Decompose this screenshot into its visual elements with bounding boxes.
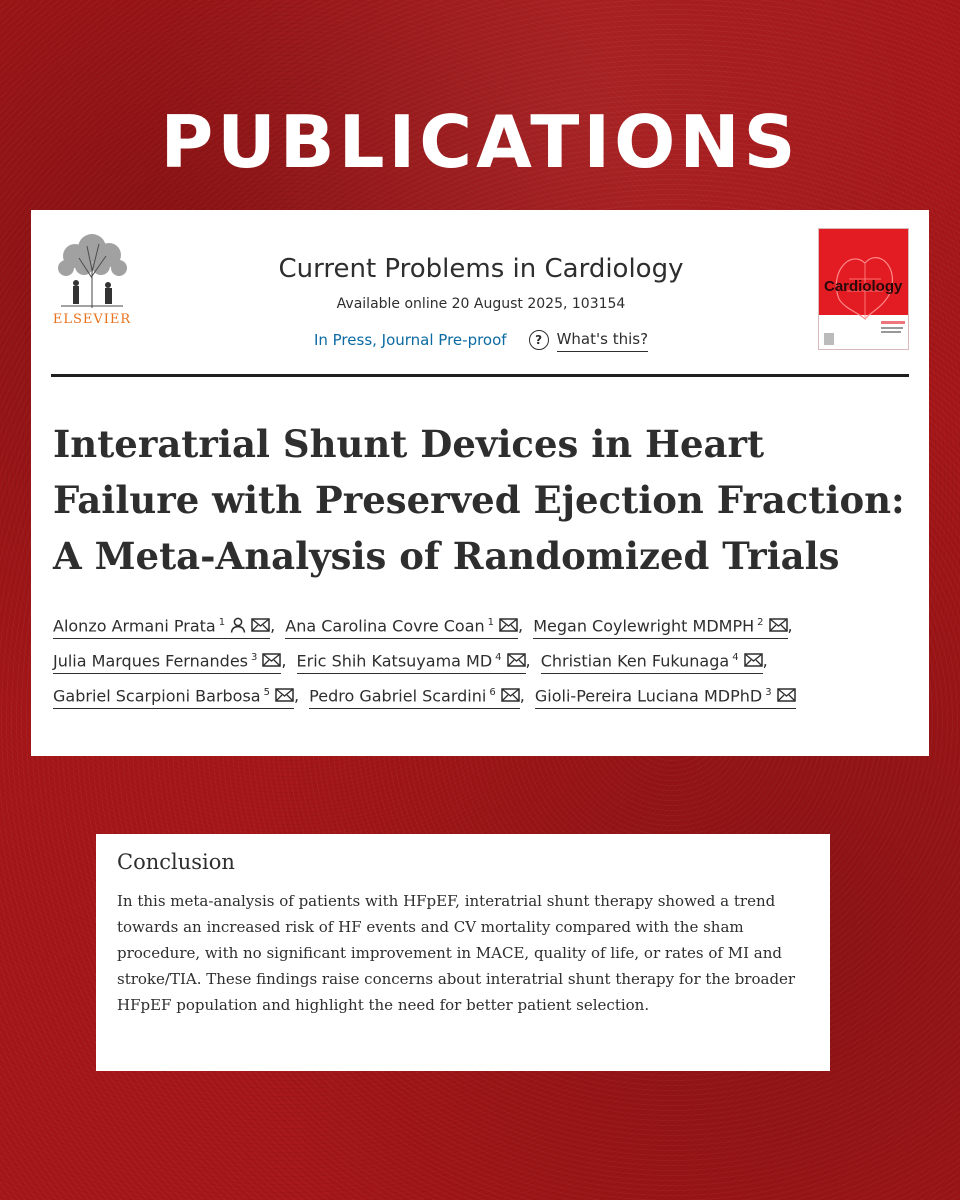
author-name: Gioli-Pereira Luciana MDPhD xyxy=(534,686,763,705)
conclusion-body: In this meta-analysis of patients with HFpEF, interatrial shunt therapy showed a trend towards an increased risk of HF events and CV mortality compared with the sham procedure, with no significant improvement in MACE, quality of life, or rates of MI and stroke/TIA. These findings raise concerns about interatrial shunt therapy for the broader HFpEF population and highlight the need for better patient selection. xyxy=(117,892,796,1014)
author-name: Pedro Gabriel Scardini xyxy=(309,686,487,705)
header-divider xyxy=(51,374,909,377)
author-link[interactable] xyxy=(533,612,787,639)
author-link[interactable] xyxy=(285,612,518,639)
author-name: Gabriel Scarpioni Barbosa xyxy=(53,686,261,705)
person-icon[interactable] xyxy=(230,617,246,633)
author-name: Eric Shih Katsuyama MD xyxy=(296,651,493,670)
mail-icon[interactable] xyxy=(251,617,270,633)
author-name: Christian Ken Fukunaga xyxy=(540,651,730,670)
whats-this-label: What's this? xyxy=(557,328,648,352)
cover-title: Cardiology xyxy=(824,278,903,295)
affiliation-superscript: 4 xyxy=(495,651,502,663)
mail-icon[interactable] xyxy=(777,687,796,703)
author-link[interactable] xyxy=(297,647,526,674)
author-name: Megan Coylewright MDMPH xyxy=(533,616,755,635)
affiliation-superscript: 5 xyxy=(263,686,270,698)
author-separator: , xyxy=(787,616,793,635)
author-name: Alonzo Armani Prata xyxy=(53,616,216,635)
author-separator: , xyxy=(281,651,292,670)
author-separator: , xyxy=(525,651,536,670)
author-separator: , xyxy=(762,651,768,670)
available-online: Available online 20 August 2025, 103154 xyxy=(336,296,626,312)
author-separator: , xyxy=(293,686,305,705)
mail-icon[interactable] xyxy=(507,652,526,668)
journal-header xyxy=(181,252,781,352)
question-circle-icon: ? xyxy=(529,330,549,350)
author-separator: , xyxy=(519,686,530,705)
affiliation-superscript: 1 xyxy=(218,616,226,628)
author-link[interactable] xyxy=(541,647,763,674)
article-card xyxy=(31,210,929,756)
journal-name[interactable]: Current Problems in Cardiology xyxy=(278,254,684,284)
elsevier-tree-icon xyxy=(51,228,133,310)
in-press-link[interactable]: In Press, Journal Pre-proof xyxy=(313,331,507,349)
journal-cover-image xyxy=(819,229,909,350)
page-heading: PUBLICATIONS xyxy=(160,100,800,184)
author-name: Julia Marques Fernandes xyxy=(53,651,248,670)
whats-this-button[interactable] xyxy=(529,328,648,352)
mail-icon[interactable] xyxy=(262,652,281,668)
elsevier-wordmark: ELSEVIER xyxy=(52,312,132,327)
status-row xyxy=(181,328,781,352)
conclusion-heading: Conclusion xyxy=(117,850,235,874)
affiliation-superscript: 3 xyxy=(251,651,258,663)
author-link[interactable] xyxy=(309,682,520,709)
affiliation-superscript: 3 xyxy=(765,686,772,698)
author-name: Ana Carolina Covre Coan xyxy=(285,616,485,635)
author-separator: , xyxy=(270,616,281,635)
mail-icon[interactable] xyxy=(769,617,788,633)
affiliation-superscript: 4 xyxy=(732,651,739,663)
mail-icon[interactable] xyxy=(744,652,763,668)
affiliation-superscript: 2 xyxy=(757,616,764,628)
author-link[interactable] xyxy=(535,682,796,709)
affiliation-superscript: 1 xyxy=(487,616,495,628)
conclusion-card xyxy=(96,834,830,1071)
author-link[interactable] xyxy=(53,647,281,674)
mail-icon[interactable] xyxy=(501,687,520,703)
journal-cover-thumbnail[interactable] xyxy=(818,228,909,350)
mail-icon[interactable] xyxy=(275,687,294,703)
author-separator: , xyxy=(518,616,529,635)
article-title: Interatrial Shunt Devices in Heart Failure with Preserved Ejection Fraction: A Meta-Analysis of Randomized Trials xyxy=(53,422,905,578)
elsevier-logo[interactable] xyxy=(51,228,133,330)
author-list xyxy=(53,608,913,713)
mail-icon[interactable] xyxy=(499,617,518,633)
author-link[interactable] xyxy=(53,682,294,709)
affiliation-superscript: 6 xyxy=(489,686,496,698)
author-link[interactable] xyxy=(53,612,270,639)
